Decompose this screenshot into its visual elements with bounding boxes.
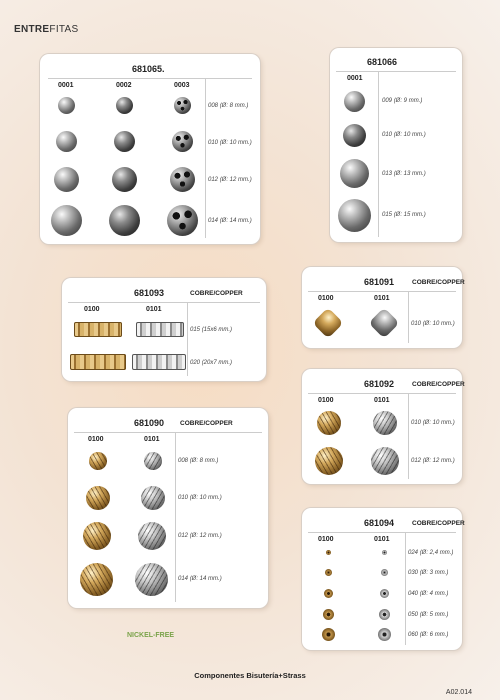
footer-title: Componentes Bisutería+Strass [194, 671, 306, 680]
product-title: 681091 [364, 277, 395, 287]
bead-image [379, 609, 390, 620]
product-card-681090 [68, 408, 268, 608]
bead-image [378, 628, 391, 641]
bead-image [114, 131, 135, 152]
bead-image [135, 563, 168, 596]
product-card-681094 [302, 508, 465, 650]
divider [68, 302, 260, 303]
bead-image [54, 167, 79, 192]
bead-image [325, 569, 332, 576]
column-label: 0101 [374, 536, 390, 543]
size-label: 010 (Ø: 10 mm.) [411, 321, 455, 327]
divider [405, 532, 406, 645]
material-label: COBRE/COPPER [180, 420, 233, 427]
spacer-bar-image [132, 354, 186, 370]
size-label: 015 (Ø: 15 mm.) [382, 212, 426, 218]
product-card-681091 [302, 267, 465, 348]
size-label: 013 (Ø: 13 mm.) [382, 171, 426, 177]
bead-image [56, 131, 77, 152]
bead-image [343, 124, 366, 147]
size-label: 015 (15x6 mm.) [190, 327, 233, 333]
column-label: 0101 [374, 397, 390, 404]
bead-image [144, 452, 162, 470]
bead-image [83, 522, 111, 550]
column-label: 0101 [144, 436, 160, 443]
bead-image [338, 199, 371, 232]
section-header-bold: ENTRE [14, 24, 50, 35]
bead-image [112, 167, 137, 192]
size-label: 010 (Ø: 10 mm.) [208, 140, 252, 146]
column-label: 0100 [318, 397, 334, 404]
column-label: 0003 [174, 82, 190, 89]
product-title: 681093 [134, 288, 165, 298]
product-title: 681065. [132, 64, 165, 74]
divider [408, 393, 409, 479]
material-label: COBRE/COPPER [412, 381, 465, 388]
material-label: COBRE/COPPER [412, 279, 465, 286]
bead-image [174, 97, 191, 114]
bead-image [141, 486, 165, 510]
column-label: 0002 [116, 82, 132, 89]
divider [308, 291, 456, 292]
column-label: 0101 [374, 295, 390, 302]
bead-image [323, 609, 334, 620]
spacer-bar-image [74, 322, 122, 337]
divider [205, 78, 206, 238]
bead-image [51, 205, 82, 236]
size-label: 008 (Ø: 8 mm.) [178, 458, 219, 464]
column-label: 0100 [88, 436, 104, 443]
size-label: 014 (Ø: 14 mm.) [178, 576, 222, 582]
size-label: 012 (Ø: 12 mm.) [411, 458, 455, 464]
product-card-681093 [62, 278, 266, 381]
size-label: 050 (Ø: 5 mm.) [408, 612, 449, 618]
column-label: 0001 [347, 75, 363, 82]
size-label: 012 (Ø: 12 mm.) [178, 533, 222, 539]
divider [308, 532, 456, 533]
column-label: 0100 [84, 306, 100, 313]
bead-image [86, 486, 110, 510]
bead-image [80, 563, 113, 596]
size-label: 008 (Ø: 8 mm.) [208, 103, 249, 109]
page-number: A02.014 [445, 689, 472, 696]
bead-image [170, 167, 195, 192]
nickel-free-label: NICKEL-FREE [127, 632, 175, 639]
product-card-681065 [40, 54, 260, 244]
bead-image [172, 131, 193, 152]
section-header-rest: FITAS [49, 24, 79, 35]
size-label: 010 (Ø: 10 mm.) [382, 132, 426, 138]
product-title: 681092 [364, 379, 395, 389]
size-label: 024 (Ø: 2,4 mm.) [408, 550, 454, 556]
bead-image [381, 569, 388, 576]
spacer-bar-image [136, 322, 184, 337]
divider [48, 78, 252, 79]
size-label: 010 (Ø: 10 mm.) [178, 495, 222, 501]
bead-image [315, 447, 343, 475]
divider [175, 432, 176, 602]
divider [336, 71, 456, 72]
divider [378, 71, 379, 237]
bead-image [326, 550, 331, 555]
size-label: 012 (Ø: 12 mm.) [208, 177, 252, 183]
bead-image [380, 589, 389, 598]
size-label: 009 (Ø: 9 mm.) [382, 98, 423, 104]
bead-image [317, 411, 341, 435]
bead-image [382, 550, 387, 555]
size-label: 060 (Ø: 6 mm.) [408, 632, 449, 638]
divider [74, 432, 262, 433]
column-label: 0100 [318, 536, 334, 543]
material-label: COBRE/COPPER [412, 520, 465, 527]
size-label: 040 (Ø: 4 mm.) [408, 591, 449, 597]
divider [408, 291, 409, 343]
section-header [14, 24, 79, 35]
bead-image [138, 522, 166, 550]
product-card-681092 [302, 369, 465, 484]
bead-image [58, 97, 75, 114]
bead-image [340, 159, 369, 188]
product-title: 681066 [367, 57, 398, 67]
divider [308, 393, 456, 394]
size-label: 014 (Ø: 14 mm.) [208, 218, 252, 224]
bead-image [344, 91, 365, 112]
divider [187, 302, 188, 376]
size-label: 010 (Ø: 10 mm.) [411, 420, 455, 426]
bead-image [368, 307, 399, 338]
column-label: 0100 [318, 295, 334, 302]
bead-image [116, 97, 133, 114]
bead-image [371, 447, 399, 475]
size-label: 020 (20x7 mm.) [190, 360, 233, 366]
column-label: 0001 [58, 82, 74, 89]
product-title: 681090 [134, 418, 165, 428]
product-title: 681094 [364, 518, 395, 528]
product-card-681066 [330, 48, 462, 242]
size-label: 030 (Ø: 3 mm.) [408, 570, 449, 576]
bead-image [167, 205, 198, 236]
column-label: 0101 [146, 306, 162, 313]
bead-image [324, 589, 333, 598]
spacer-bar-image [70, 354, 126, 370]
bead-image [109, 205, 140, 236]
bead-image [373, 411, 397, 435]
bead-image [322, 628, 335, 641]
bead-image [89, 452, 107, 470]
bead-image [312, 307, 343, 338]
material-label: COBRE/COPPER [190, 290, 243, 297]
